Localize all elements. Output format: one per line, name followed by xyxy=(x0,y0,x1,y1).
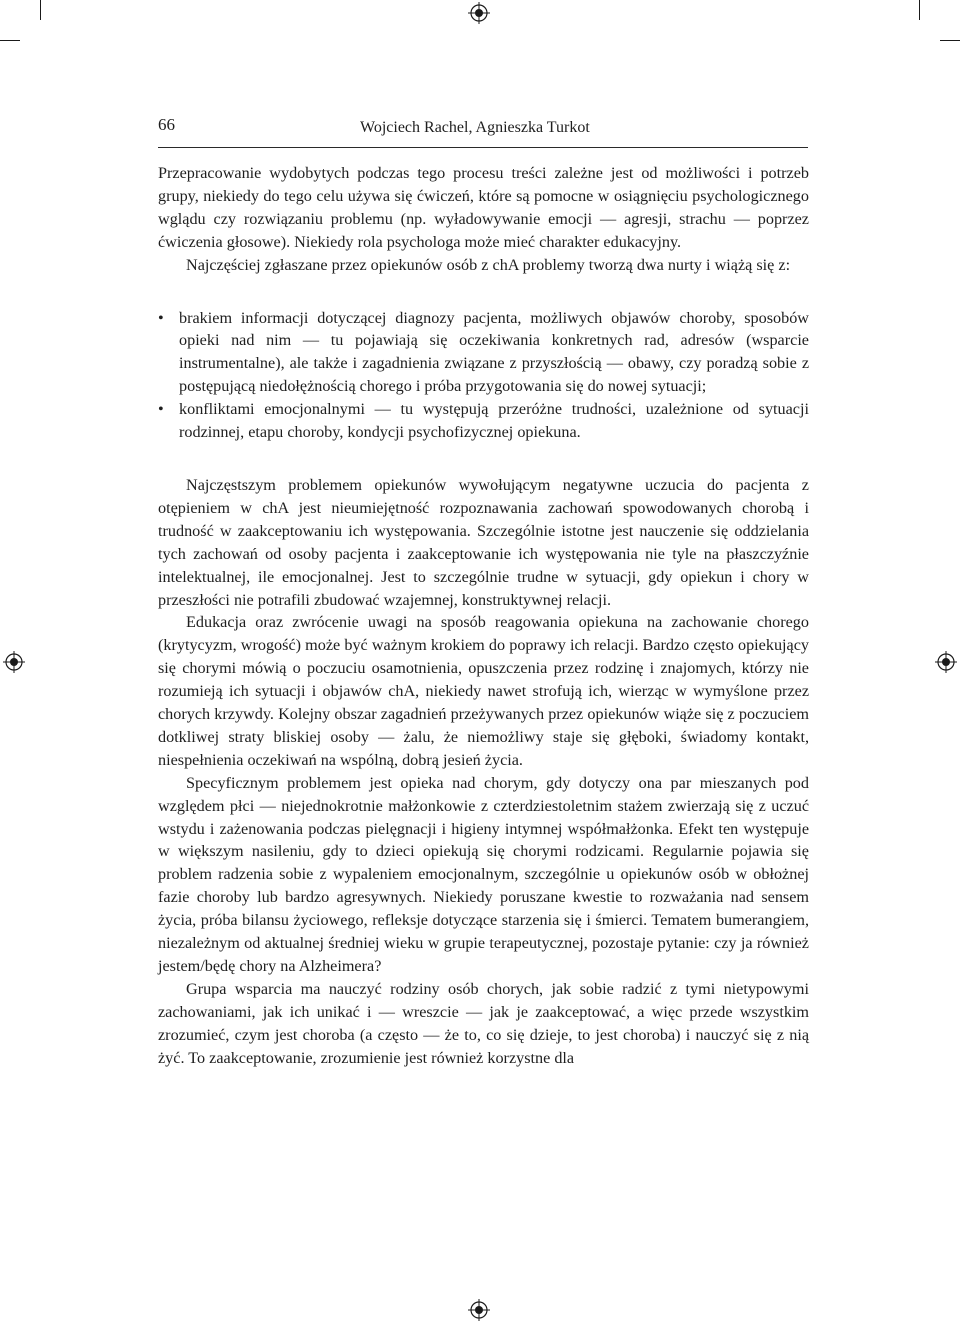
registration-mark-icon xyxy=(935,651,957,673)
running-header-authors: Wojciech Rachel, Agnieszka Turkot xyxy=(360,119,590,136)
paragraph: Grupa wsparcia ma nauczyć rodziny osób chorych, jak sobie radzić z tymi nietypowymi zachowaniami, jak ich unikać i — wreszcie — jak je zaakceptować, a więc przede wszystkim zrozumieć, czym jest choroba (a często — że to, co się dzieje, to jest choroba) i nauczyć się z nią żyć. To zaakceptowanie, zrozumienie jest również korzystne dla xyxy=(158,979,809,1067)
bullet-icon: • xyxy=(158,308,164,327)
list-item xyxy=(158,398,809,444)
crop-mark-top-left xyxy=(40,0,41,20)
paragraph: Przepracowanie wydobytych podczas tego procesu treści zależne jest od możliwości i potrzeb grupy, niekiedy do tego celu używa się ćwiczeń, które są pomocne w osiągnięciu psychologicznego wglądu czy rozwiązaniu problemu (np. wyładowywanie emocji — agresji, strachu — poprzez ćwiczenia głosowe). Niekiedy rola psychologa może mieć charakter edukacyjny. xyxy=(158,164,809,251)
page-number: 66 xyxy=(158,115,175,134)
registration-mark-icon xyxy=(468,2,490,24)
paragraph: Specyficznym problemem jest opieka nad chorym, gdy dotyczy ona par mieszanych pod względem płci — niejednokrotnie małżonkowie z czterdziestoletnim stażem zwierzają się z uczuć wstydu i zażenowania podczas pielęgnacji i higieny intymnej współmałżonka. Efekt ten występuje w większym nasileniu, gdy to dzieci opiekują się chorymi rodzicami. Regularnie pojawia się problem radzenia sobie z wypaleniem emocjonalnym, szczególnie u opiekunów osób w obłożnej fazie choroby lub bardzo agresywnych. Niekiedy poruszane kwestie to rozważania nad sensem życia, próba bilansu życiowego, refleksje dotyczące starzenia się i śmierci. Tematem bumerangiem, niezależnym od aktualnej średniej wieku w grupie terapeutycznej, pozostaje pytanie: czy ja również jestem/będę chory na Alzheimera? xyxy=(158,773,809,975)
crop-mark-top-right xyxy=(919,0,920,20)
list-item-text: konfliktami emocjonalnymi — tu występują przeróżne trudności, uzależnione od sytuacji rodzinnej, etapu choroby, kondycji psychofizycznej opiekuna. xyxy=(179,400,809,442)
registration-mark-icon xyxy=(468,1299,490,1321)
paragraph: Najczęściej zgłaszane przez opiekunów osób z chA problemy tworzą dwa nurty i wiążą się z: xyxy=(186,255,791,274)
crop-mark-top-right-h xyxy=(940,40,960,41)
paragraph: Edukacja oraz zwrócenie uwagi na sposób reagowania opiekuna na zachowanie chorego (krytycyzm, wrogość) może być ważnym krokiem do poprawy ich relacji. Bardzo często opiekujący się chorymi mówią o poczuciu osamotnienia, opuszczenia przez rodzinę i znajomych, którzy nie rozumieją ich sytuacji i objawów chA, niekiedy nawet strofują ich, wierząc w wymyślone przez chorych krzywdy. Kolejny obszar zagadnień przeżywanych przez opiekunów wiąże się z poczuciem dotkliwej straty bliskiej osoby — żalu, że niemożliwy staje się głęboki, świadomy kontakt, niespełnienia oczekiwań na wspólną, dobrą jesień życia. xyxy=(158,613,809,769)
body-text xyxy=(158,162,809,1070)
bullet-icon: • xyxy=(158,400,164,419)
crop-mark-top-left-h xyxy=(0,40,20,41)
list-item xyxy=(158,307,809,399)
bullet-list xyxy=(158,307,809,444)
registration-mark-icon xyxy=(3,651,25,673)
paragraph: Najczęstszym problemem opiekunów wywołującym negatywne uczucia do pacjenta z otępieniem w chA jest nieumiejętność rozpoznawania zachowań spowodowanych chorobą i trudność w zaakceptowaniu ich występowania. Szczególnie istotne jest nauczenie się oddzielania tych zachowań od osoby pacjenta i zaakceptowanie ich występowania nie tyle na płaszczyźnie intelektualnej, ile emocjonalnej. Jest to szczególnie trudne w sytuacji, gdy opiekun i chory w przeszłości nie potrafili zbudować wzajemnej, konstruktywnej relacji. xyxy=(158,475,809,609)
header-rule xyxy=(158,147,808,148)
list-item-text: brakiem informacji dotyczącej diagnozy pacjenta, możliwych objawów choroby, sposobów opieki nad nim — tu pojawiają się oczekiwania konkretnych rad, adresów (wsparcie instrumentalne), ale także i zagadnienia związane z przyszłością — obawy, czy poradzą sobie z postępującą niedołężnością chorego i próba przygotowania się do nowej sytuacji; xyxy=(179,308,809,396)
